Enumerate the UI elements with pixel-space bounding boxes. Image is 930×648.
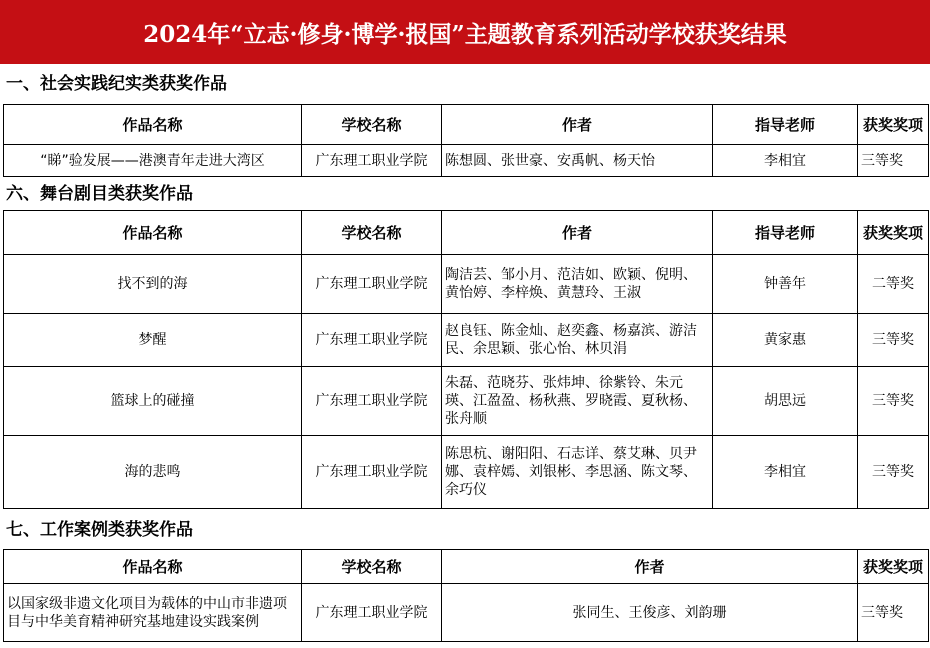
- header-school: 学校名称: [302, 211, 442, 255]
- cell-teacher: 李相宜: [713, 145, 858, 177]
- header-work: 作品名称: [4, 550, 302, 584]
- header-work: 作品名称: [4, 105, 302, 145]
- header-author: 作者: [442, 211, 713, 255]
- cell-authors: 陶洁芸、邹小月、范洁如、欧颖、倪明、黄怡婷、李梓焕、黄慧玲、王淑: [442, 255, 713, 314]
- section-heading-work-case: 七、工作案例类获奖作品: [6, 520, 193, 540]
- page-title: 2024年“立志·修身·博学·报国”主题教育系列活动学校获奖结果: [143, 20, 787, 48]
- cell-teacher: 胡思远: [713, 367, 858, 436]
- cell-work: 篮球上的碰撞: [4, 367, 302, 436]
- cell-award: 二等奖: [858, 255, 929, 314]
- cell-school: 广东理工职业学院: [302, 314, 442, 367]
- table-header-row: [4, 105, 929, 145]
- cell-school: 广东理工职业学院: [302, 584, 442, 642]
- cell-work: 梦醒: [4, 314, 302, 367]
- cell-school: 广东理工职业学院: [302, 367, 442, 436]
- cell-award: 三等奖: [858, 584, 929, 642]
- cell-award: 三等奖: [858, 314, 929, 367]
- cell-teacher: 钟善年: [713, 255, 858, 314]
- cell-authors: 赵良钰、陈金灿、赵奕鑫、杨嘉滨、游洁民、余思颖、张心怡、林贝涓: [442, 314, 713, 367]
- section-heading-stage-drama: 六、舞台剧目类获奖作品: [6, 184, 193, 204]
- table-row: [4, 314, 929, 367]
- cell-school: 广东理工职业学院: [302, 255, 442, 314]
- header-school: 学校名称: [302, 105, 442, 145]
- header-award: 获奖奖项: [858, 550, 929, 584]
- cell-award: 三等奖: [858, 367, 929, 436]
- cell-work: “睇”验发展——港澳青年走进大湾区: [4, 145, 302, 177]
- cell-authors: 陈思杭、谢阳阳、石志详、蔡艾琳、贝尹娜、袁梓嫣、刘银彬、李思涵、陈文琴、余巧仪: [442, 436, 713, 509]
- work-case-table: [3, 549, 929, 642]
- cell-school: 广东理工职业学院: [302, 436, 442, 509]
- cell-award: 三等奖: [858, 436, 929, 509]
- header-teacher: 指导老师: [713, 105, 858, 145]
- cell-school: 广东理工职业学院: [302, 145, 442, 177]
- cell-authors: 朱磊、范晓芬、张炜坤、徐紫铃、朱元瑛、江盈盈、杨秋燕、罗晓霞、夏秋杨、张舟顺: [442, 367, 713, 436]
- table-row: [4, 145, 929, 177]
- stage-drama-table: [3, 210, 929, 509]
- header-author: 作者: [442, 550, 858, 584]
- cell-teacher: 黄家惠: [713, 314, 858, 367]
- header-author: 作者: [442, 105, 713, 145]
- header-award: 获奖奖项: [858, 211, 929, 255]
- cell-award: 三等奖: [858, 145, 929, 177]
- header-work: 作品名称: [4, 211, 302, 255]
- section-heading-social-practice: 一、社会实践纪实类获奖作品: [6, 74, 227, 94]
- table-header-row: [4, 211, 929, 255]
- cell-work: 以国家级非遗文化项目为载体的中山市非遗项目与中华美育精神研究基地建设实践案例: [4, 584, 302, 642]
- cell-authors: 陈想圆、张世豪、安禹帆、杨天怡: [442, 145, 713, 177]
- header-teacher: 指导老师: [713, 211, 858, 255]
- page-title-banner: [0, 0, 930, 64]
- header-award: 获奖奖项: [858, 105, 929, 145]
- cell-work: 海的悲鸣: [4, 436, 302, 509]
- table-row: [4, 436, 929, 509]
- cell-teacher: 李相宜: [713, 436, 858, 509]
- table-row: [4, 584, 929, 642]
- cell-authors: 张同生、王俊彦、刘韵珊: [442, 584, 858, 642]
- table-row: [4, 367, 929, 436]
- social-practice-table: [3, 104, 929, 177]
- table-header-row: [4, 550, 929, 584]
- table-row: [4, 255, 929, 314]
- header-school: 学校名称: [302, 550, 442, 584]
- cell-work: 找不到的海: [4, 255, 302, 314]
